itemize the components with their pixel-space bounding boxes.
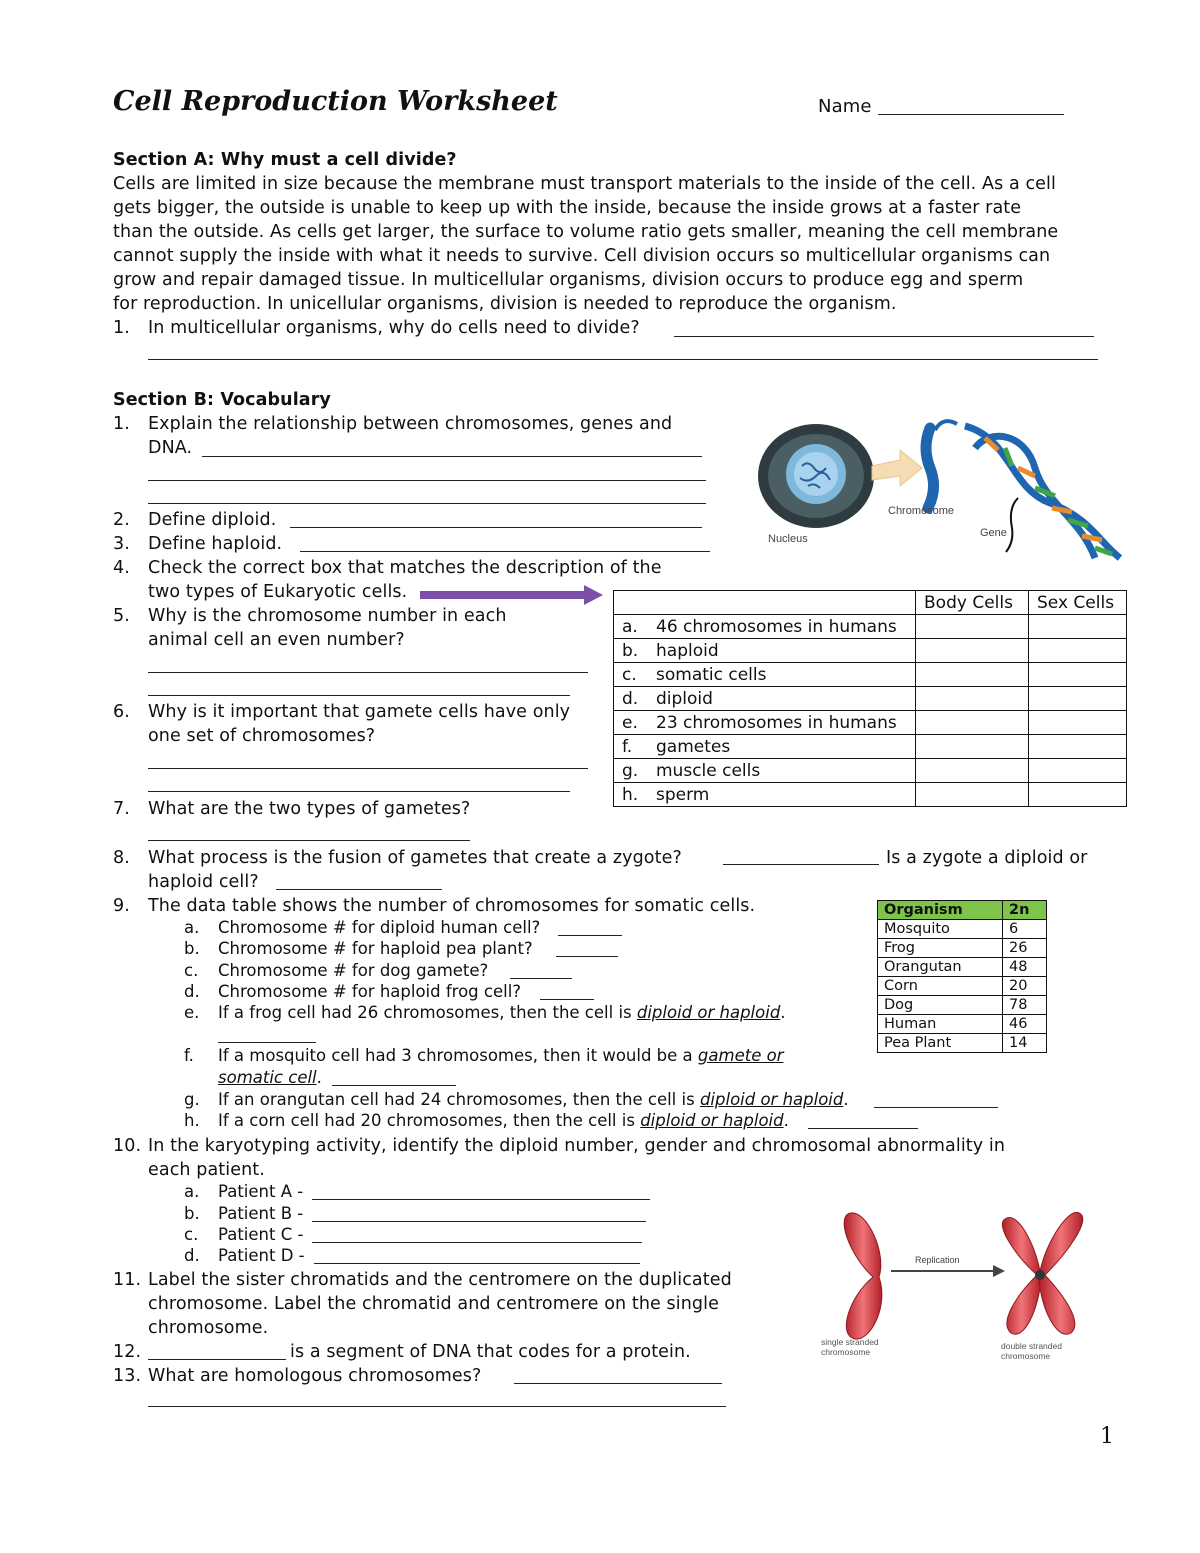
question-number: 9. [113, 896, 130, 916]
answer-line[interactable] [874, 1107, 998, 1108]
answer-line[interactable] [148, 840, 470, 841]
row-label: 23 chromosomes in humans [656, 712, 897, 733]
sub-question-text: If an orangutan cell had 24 chromosomes, then the cell is [218, 1090, 695, 1109]
answer-line[interactable] [148, 695, 570, 696]
answer-line[interactable] [808, 1128, 918, 1129]
row-label: somatic cells [656, 664, 767, 685]
table-row [614, 759, 1127, 783]
row-letter: d. [622, 688, 639, 709]
table-row [878, 996, 1047, 1015]
question-b10-cont: each patient. [148, 1160, 265, 1180]
sex-cells-checkbox[interactable] [1029, 759, 1127, 783]
chromosome-count: 26 [1003, 939, 1047, 958]
row-letter: e. [622, 712, 638, 733]
question-b1: Explain the relationship between chromosomes, genes and [148, 414, 673, 434]
choice-text: diploid or haploid [636, 1003, 781, 1022]
answer-line[interactable] [514, 1383, 722, 1384]
chromosome-count: 6 [1003, 920, 1047, 939]
row-letter: h. [622, 784, 639, 805]
answer-line[interactable] [148, 359, 1098, 360]
table-row [878, 920, 1047, 939]
row-letter: g. [622, 760, 639, 781]
question-b9: The data table shows the number of chromosomes for somatic cells. [148, 896, 756, 916]
question-number: 1. [113, 414, 130, 434]
sex-cells-checkbox[interactable] [1029, 735, 1127, 759]
sub-question-text: If a mosquito cell had 3 chromosomes, then it would be a [218, 1046, 693, 1065]
row-label: diploid [656, 688, 713, 709]
body-cells-checkbox[interactable] [916, 687, 1029, 711]
question-b8-part2: Is a zygote a diploid or [886, 848, 1088, 868]
answer-line[interactable] [510, 978, 572, 979]
table-row [614, 783, 1127, 807]
organism-name: Mosquito [878, 920, 1003, 939]
sub-question-cont: somatic cell. [218, 1068, 322, 1087]
patient-label: Patient D - [218, 1246, 305, 1265]
answer-line[interactable] [148, 791, 570, 792]
chromosome-count: 46 [1003, 1015, 1047, 1034]
answer-line[interactable] [312, 1221, 646, 1222]
sub-letter: d. [184, 1246, 200, 1265]
worksheet-title: Cell Reproduction Worksheet [113, 86, 558, 117]
sub-letter: b. [184, 1204, 200, 1223]
sub-letter: c. [184, 961, 199, 980]
table-row [878, 1034, 1047, 1053]
table-header-row [878, 901, 1047, 920]
patient-label: Patient B - [218, 1204, 304, 1223]
question-number: 6. [113, 702, 130, 722]
double-stranded-label: double stranded [1001, 1341, 1062, 1351]
row-label: sperm [656, 784, 710, 805]
answer-line[interactable] [218, 1042, 316, 1043]
paragraph-line: grow and repair damaged tissue. In multicellular organisms, division occurs to produce egg and sperm [113, 270, 1024, 290]
organism-name: Dog [878, 996, 1003, 1015]
gene-label: Gene [980, 527, 1007, 539]
answer-line[interactable] [540, 999, 594, 1000]
question-b4: Check the correct box that matches the description of the [148, 558, 662, 578]
dna-chromosome-figure [750, 408, 1125, 568]
answer-line[interactable] [202, 456, 702, 457]
question-b5: Why is the chromosome number in each [148, 606, 507, 626]
body-cells-checkbox[interactable] [916, 639, 1029, 663]
question-b13: What are homologous chromosomes? [148, 1366, 482, 1386]
question-b7: What are the two types of gametes? [148, 799, 471, 819]
question-b12: is a segment of DNA that codes for a protein. [290, 1342, 691, 1362]
table-row [878, 977, 1047, 996]
double-stranded-label-2: chromosome [1001, 1351, 1051, 1361]
answer-line[interactable] [290, 527, 702, 528]
single-stranded-label-2: chromosome [821, 1347, 871, 1357]
body-cells-checkbox[interactable] [916, 663, 1029, 687]
sub-question: Chromosome # for haploid pea plant? [218, 939, 533, 958]
section-a-heading: Section A: Why must a cell divide? [113, 150, 457, 170]
organism-name: Human [878, 1015, 1003, 1034]
chromosome-count: 78 [1003, 996, 1047, 1015]
answer-line[interactable] [723, 864, 879, 865]
table-row [878, 958, 1047, 977]
choice-text: diploid or haploid [640, 1111, 784, 1130]
question-b10: In the karyotyping activity, identify the diploid number, gender and chromosomal abnormality in [148, 1136, 1006, 1156]
sub-question: If a corn cell had 20 chromosomes, then the cell is diploid or haploid. [218, 1111, 789, 1130]
sub-letter: g. [184, 1090, 200, 1109]
answer-line[interactable] [276, 889, 442, 890]
organism-name: Orangutan [878, 958, 1003, 977]
question-b2: Define diploid. [148, 510, 277, 530]
answer-line[interactable] [314, 1263, 640, 1264]
question-number: 7. [113, 799, 130, 819]
single-stranded-label: single stranded [821, 1337, 879, 1347]
sub-question: If an orangutan cell had 24 chromosomes, then the cell is diploid or haploid. [218, 1090, 849, 1109]
question-number: 4. [113, 558, 130, 578]
organism-name: Pea Plant [878, 1034, 1003, 1053]
answer-line[interactable] [312, 1199, 650, 1200]
organism-name: Frog [878, 939, 1003, 958]
paragraph-line: for reproduction. In unicellular organisms, division is needed to reproduce the organism. [113, 294, 897, 314]
arrow-icon [420, 584, 604, 606]
answer-line[interactable] [556, 956, 618, 957]
sub-question-text: If a corn cell had 20 chromosomes, then the cell is [218, 1111, 635, 1130]
answer-line[interactable] [148, 768, 588, 769]
answer-line[interactable] [674, 336, 1094, 337]
nucleus-label: Nucleus [768, 533, 808, 545]
table-header: Organism [878, 901, 1003, 920]
table-row [614, 663, 1127, 687]
chromosome-count: 14 [1003, 1034, 1047, 1053]
sub-question: Chromosome # for diploid human cell? [218, 918, 541, 937]
name-label: Name [818, 96, 872, 117]
section-b-heading: Section B: Vocabulary [113, 390, 331, 410]
table-row [614, 687, 1127, 711]
question-b5-cont: animal cell an even number? [148, 630, 405, 650]
single-chromosome-icon [844, 1213, 882, 1339]
row-label: muscle cells [656, 760, 761, 781]
question-number: 11. [113, 1270, 142, 1290]
row-letter: c. [622, 664, 637, 685]
answer-line[interactable] [148, 480, 706, 481]
replication-figure [815, 1205, 1095, 1365]
sex-cells-checkbox[interactable] [1029, 615, 1127, 639]
sub-letter: h. [184, 1111, 200, 1130]
table-header: Body Cells [916, 591, 1029, 615]
sex-cells-checkbox[interactable] [1029, 783, 1127, 807]
replication-label: Replication [915, 1255, 960, 1265]
sex-cells-checkbox[interactable] [1029, 711, 1127, 735]
question-b11-cont: chromosome. Label the chromatid and centromere on the single [148, 1294, 719, 1314]
table-header: Sex Cells [1029, 591, 1127, 615]
sub-question: Chromosome # for dog gamete? [218, 961, 489, 980]
body-cells-checkbox[interactable] [916, 783, 1029, 807]
page-number: 1 [1100, 1424, 1114, 1449]
answer-line[interactable] [148, 1359, 286, 1360]
question-number: 8. [113, 848, 130, 868]
question-b8-cont: haploid cell? [148, 872, 259, 892]
table-header: 2n [1003, 901, 1047, 920]
row-letter: a. [622, 616, 638, 637]
sex-cells-checkbox[interactable] [1029, 687, 1127, 711]
sub-letter: e. [184, 1003, 200, 1022]
question-b4-cont: two types of Eukaryotic cells. [148, 582, 408, 602]
cell-type-table [613, 590, 1127, 807]
answer-line[interactable] [558, 935, 622, 936]
row-letter: f. [622, 736, 633, 757]
paragraph-line: gets bigger, the outside is unable to keep up with the inside, because the inside grows at a faster rate [113, 198, 1022, 218]
sub-question [218, 1045, 783, 1066]
table-row [614, 735, 1127, 759]
patient-label: Patient C - [218, 1225, 304, 1244]
chromosome-count: 48 [1003, 958, 1047, 977]
sub-letter: d. [184, 982, 200, 1001]
answer-line[interactable] [332, 1085, 456, 1086]
answer-line[interactable] [300, 551, 710, 552]
sub-letter: a. [184, 1182, 200, 1201]
question-number: 3. [113, 534, 130, 554]
question-b8: What process is the fusion of gametes that create a zygote? [148, 848, 682, 868]
question-b6-cont: one set of chromosomes? [148, 726, 376, 746]
sex-cells-checkbox[interactable] [1029, 663, 1127, 687]
row-letter: b. [622, 640, 639, 661]
question-b1-cont: DNA. [148, 438, 193, 458]
body-cells-checkbox[interactable] [916, 759, 1029, 783]
chromosome-count: 20 [1003, 977, 1047, 996]
organism-name: Corn [878, 977, 1003, 996]
answer-line[interactable] [148, 672, 588, 673]
chromosome-label: Chromosome [888, 505, 955, 517]
row-label: gametes [656, 736, 731, 757]
table-row [614, 711, 1127, 735]
table-row [614, 639, 1127, 663]
sub-letter: f. [184, 1046, 194, 1065]
question-number: 13. [113, 1366, 142, 1386]
choice-text: diploid or haploid [699, 1090, 844, 1109]
question-number: 1. [113, 318, 130, 338]
duplicated-chromosome-icon [1002, 1212, 1082, 1334]
choice-text: somatic cell [218, 1068, 317, 1087]
table-row [614, 615, 1127, 639]
sub-question: If a frog cell had 26 chromosomes, then the cell is diploid or haploid. [218, 1003, 786, 1022]
paragraph-line: than the outside. As cells get larger, the surface to volume ratio gets smaller, meaning the cell membrane [113, 222, 1059, 242]
paragraph-line: cannot supply the inside with what it needs to survive. Cell division occurs so multicellular organisms can [113, 246, 1051, 266]
body-cells-checkbox[interactable] [916, 711, 1029, 735]
question-number: 5. [113, 606, 130, 626]
name-field[interactable] [878, 114, 1064, 115]
body-cells-checkbox[interactable] [916, 615, 1029, 639]
table-row [878, 939, 1047, 958]
paragraph-line: Cells are limited in size because the membrane must transport materials to the inside of the cell. As a cell [113, 174, 1056, 194]
section-a-paragraph [113, 172, 1058, 316]
question-a1: In multicellular organisms, why do cells need to divide? [148, 318, 640, 338]
patient-label: Patient A - [218, 1182, 304, 1201]
row-label: haploid [656, 640, 719, 661]
body-cells-checkbox[interactable] [916, 735, 1029, 759]
sub-question: Chromosome # for haploid frog cell? [218, 982, 522, 1001]
question-number: 10. [113, 1136, 142, 1156]
choice-text: gamete or [697, 1046, 784, 1065]
table-header [614, 591, 916, 615]
sex-cells-checkbox[interactable] [1029, 639, 1127, 663]
sub-letter: c. [184, 1225, 199, 1244]
organism-table [877, 900, 1047, 1053]
answer-line[interactable] [148, 503, 706, 504]
sub-letter: a. [184, 918, 200, 937]
row-label: 46 chromosomes in humans [656, 616, 897, 637]
answer-line[interactable] [312, 1242, 642, 1243]
question-b11-cont2: chromosome. [148, 1318, 269, 1338]
question-number: 12. [113, 1342, 142, 1362]
question-b3: Define haploid. [148, 534, 283, 554]
question-b6: Why is it important that gamete cells have only [148, 702, 571, 722]
question-number: 2. [113, 510, 130, 530]
sub-letter: b. [184, 939, 200, 958]
sub-question-text: If a frog cell had 26 chromosomes, then the cell is [218, 1003, 632, 1022]
answer-line[interactable] [148, 1406, 726, 1407]
question-b11: Label the sister chromatids and the centromere on the duplicated [148, 1270, 732, 1290]
table-row [878, 1015, 1047, 1034]
